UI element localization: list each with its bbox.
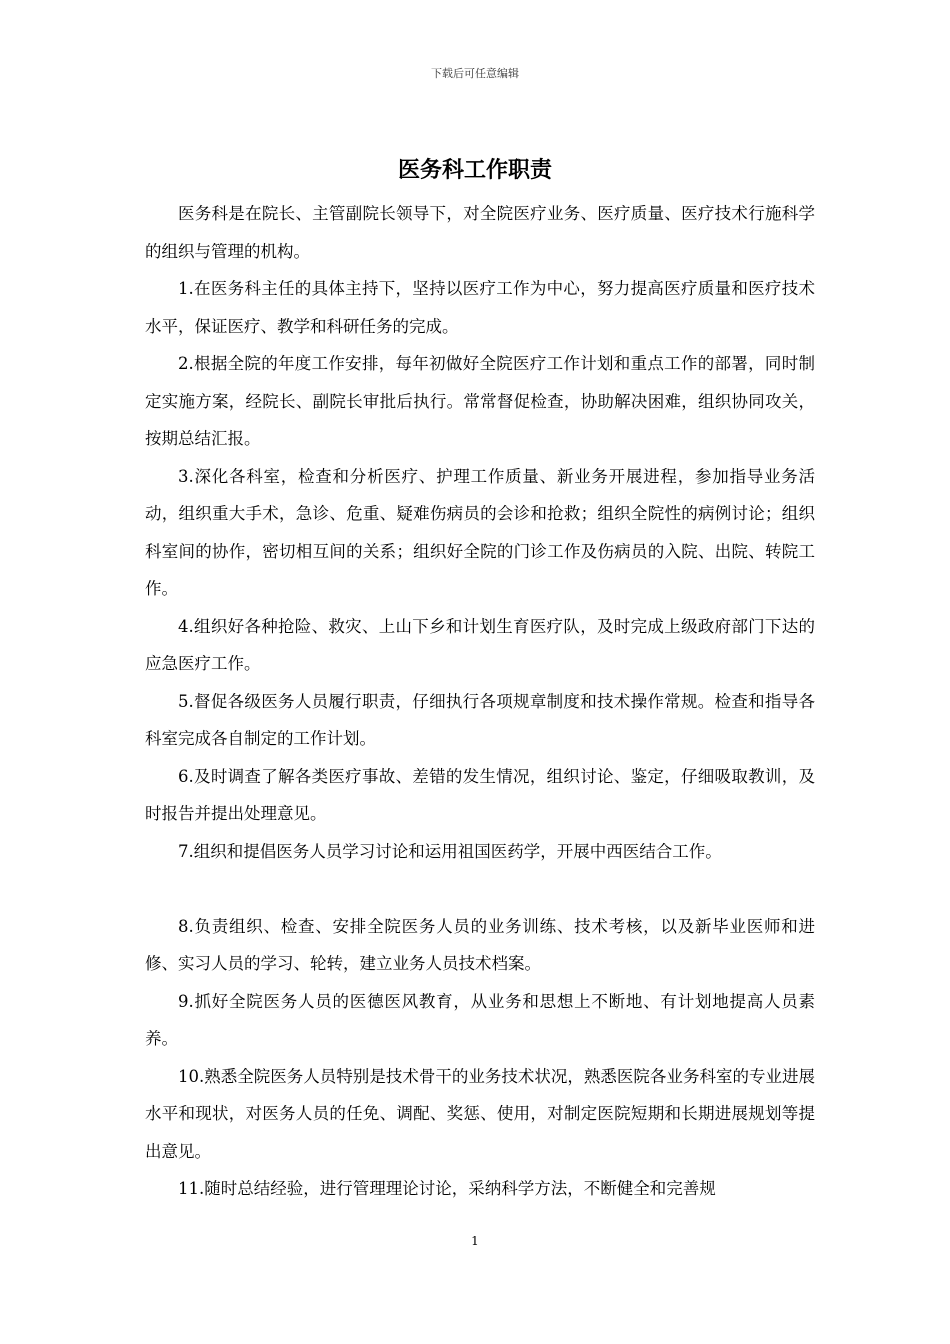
duty-item-2: 2.根据全院的年度工作安排，每年初做好全院医疗工作计划和重点工作的部署，同时制定实施方案，经院长、副院长审批后执行。常常督促检查，协助解决困难，组织协同攻关，按期总结汇报。: [145, 354, 815, 448]
duty-item-1: 1.在医务科主任的具体主持下，坚持以医疗工作为中心，努力提高医疗质量和医疗技术水平，保证医疗、教学和科研任务的完成。: [145, 279, 815, 336]
duty-item-6: 6.及时调查了解各类医疗事故、差错的发生情况，组织讨论、鉴定，仔细吸取教训，及时报告并提出处理意见。: [145, 766, 815, 823]
document-body: [145, 195, 815, 1208]
duty-item-9: 9.抓好全院医务人员的医德医风教育，从业务和思想上不断地、有计划地提高人员素养。: [145, 991, 815, 1048]
page-number: 1: [471, 1234, 479, 1248]
duty-item-11: 11.随时总结经验，进行管理理论讨论，采纳科学方法，不断健全和完善规: [178, 1179, 716, 1198]
duty-item-10: 10.熟悉全院医务人员特别是技术骨干的业务技术状况，熟悉医院各业务科室的专业进展水平和现状，对医务人员的任免、调配、奖惩、使用，对制定医院短期和长期进展规划等提出意见。: [145, 1066, 815, 1161]
intro-paragraph: 医务科是在院长、主管副院长领导下，对全院医疗业务、医疗质量、医疗技术行施科学的组织与管理的机构。: [145, 204, 815, 261]
duty-item-7: 7.组织和提倡医务人员学习讨论和运用祖国医药学，开展中西医结合工作。: [178, 841, 722, 861]
duty-item-4: 4.组织好各种抢险、救灾、上山下乡和计划生育医疗队，及时完成上级政府部门下达的应急医疗工作。: [145, 616, 815, 673]
duty-item-8: 8.负责组织、检查、安排全院医务人员的业务训练、技术考核，以及新毕业医师和进修、实习人员的学习、轮转，建立业务人员技术档案。: [145, 916, 815, 973]
duty-item-3: 3.深化各科室，检查和分析医疗、护理工作质量、新业务开展进程，参加指导业务活动，组织重大手术，急诊、危重、疑难伤病员的会诊和抢救；组织全院性的病例讨论；组织科室间的协作，密切相互间的关系；组织好全院的门诊工作及伤病员的入院、出院、转院工作。: [145, 466, 815, 598]
header-note: 下载后可任意编辑: [431, 67, 519, 80]
duty-item-5: 5.督促各级医务人员履行职责，仔细执行各项规章制度和技术操作常规。检查和指导各科室完成各自制定的工作计划。: [145, 691, 815, 748]
document-title: 医务科工作职责: [397, 157, 552, 183]
